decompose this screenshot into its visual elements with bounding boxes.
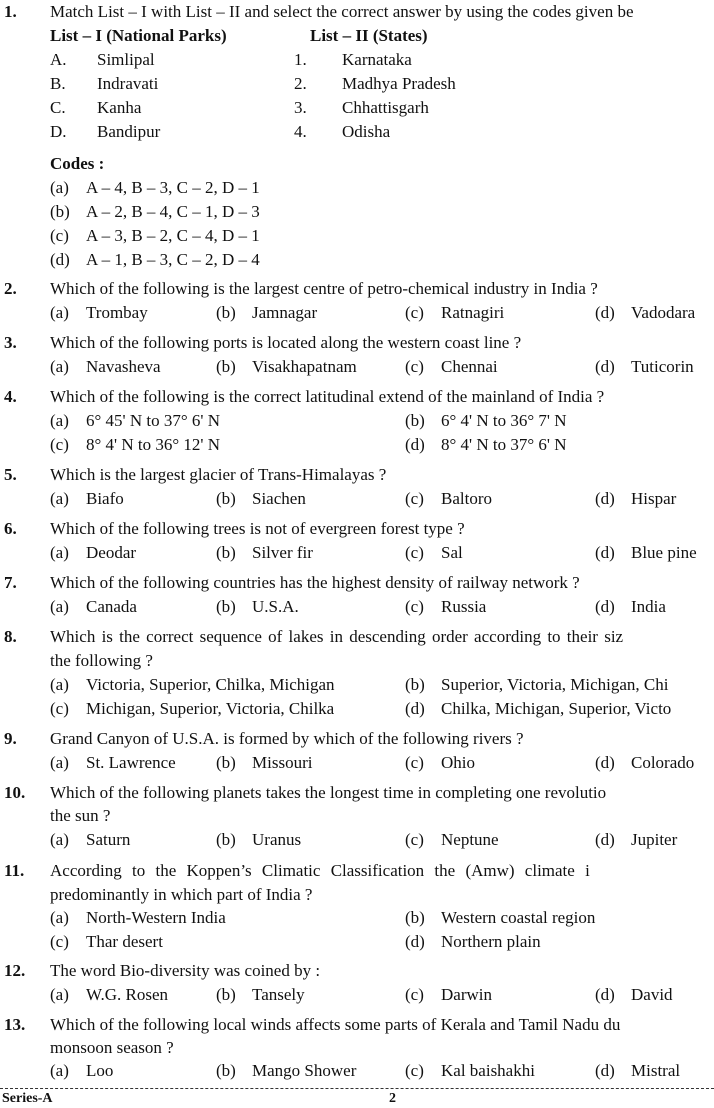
option-d[interactable] — [405, 699, 671, 719]
option-c[interactable] — [50, 699, 334, 719]
option-label: (c) — [50, 435, 69, 454]
option-c[interactable] — [405, 1061, 535, 1081]
option-a[interactable] — [50, 908, 226, 928]
option-text: Silver fir — [252, 543, 313, 562]
question-number: 7. — [4, 573, 17, 592]
option-text: Western coastal region — [441, 908, 596, 927]
question-number: 12. — [4, 961, 26, 980]
option-d[interactable] — [405, 435, 567, 455]
option-text: Blue pine — [631, 543, 697, 562]
question-text: Which is the largest glacier of Trans-Himalayas ? — [50, 465, 387, 484]
option-label: (c) — [50, 226, 69, 245]
option-d[interactable] — [405, 932, 541, 952]
list-2-key: 3. — [294, 98, 307, 117]
option-text: Mango Shower — [252, 1061, 357, 1080]
option-text: Navasheva — [86, 357, 161, 376]
option-a[interactable] — [50, 489, 124, 509]
option-d[interactable] — [595, 753, 694, 773]
option-c[interactable] — [405, 597, 486, 617]
option-d[interactable] — [595, 357, 694, 377]
option-text: U.S.A. — [252, 597, 299, 616]
question-text-continued: the following ? — [50, 651, 153, 670]
option-c[interactable] — [405, 357, 498, 377]
option-label: (d) — [595, 830, 615, 849]
option-label: (b) — [216, 489, 236, 508]
option-text: A – 3, B – 2, C – 4, D – 1 — [86, 226, 260, 245]
option-text: 8° 4' N to 37° 6' N — [441, 435, 567, 454]
option-label: (b) — [216, 1061, 236, 1080]
option-d[interactable] — [595, 543, 697, 563]
option-text: Trombay — [86, 303, 148, 322]
option-text: Vadodara — [631, 303, 696, 322]
option-text: Ratnagiri — [441, 303, 505, 322]
option-label: (c) — [50, 932, 69, 951]
option-a[interactable] — [50, 985, 168, 1005]
option-a[interactable] — [50, 753, 176, 773]
option-text: Hispar — [631, 489, 677, 508]
option-c[interactable] — [405, 303, 504, 323]
option-d[interactable] — [595, 985, 673, 1005]
question-text: Which is the correct sequence of lakes in descending order according to their siz — [50, 627, 624, 646]
option-label: (c) — [405, 985, 424, 1004]
option-text: India — [631, 597, 666, 616]
list-1-key: A. — [50, 50, 67, 69]
option-label: (b) — [216, 357, 236, 376]
question-number: 6. — [4, 519, 17, 538]
option-text: Visakhapatnam — [252, 357, 357, 376]
option-c[interactable] — [405, 489, 492, 509]
option-label: (d) — [595, 489, 615, 508]
option-label: (b) — [216, 830, 236, 849]
question-text-continued: monsoon season ? — [50, 1038, 174, 1057]
option-label: (a) — [50, 985, 69, 1004]
option-a[interactable] — [50, 675, 335, 695]
option-text: Deodar — [86, 543, 137, 562]
option-text: North-Western India — [86, 908, 226, 927]
option-label: (d) — [595, 985, 615, 1004]
question-number: 5. — [4, 465, 17, 484]
option-label: (a) — [50, 489, 69, 508]
option-label: (b) — [216, 543, 236, 562]
option-c[interactable] — [405, 830, 499, 850]
option-b[interactable] — [216, 1061, 356, 1081]
option-a[interactable] — [50, 357, 161, 377]
option-label: (d) — [405, 699, 425, 718]
option-label: (d) — [595, 357, 615, 376]
option-b[interactable] — [216, 303, 317, 323]
option-label: (c) — [50, 699, 69, 718]
option-text: Ohio — [441, 753, 475, 772]
option-label: (a) — [50, 178, 69, 197]
list-1-key: B. — [50, 74, 66, 93]
list-2-item: Madhya Pradesh — [342, 74, 456, 93]
option-a[interactable] — [50, 1061, 113, 1081]
option-text: Tansely — [252, 985, 305, 1004]
option-label: (a) — [50, 357, 69, 376]
footer-divider — [0, 1088, 714, 1089]
option-text: Northern plain — [441, 932, 541, 951]
option-label: (a) — [50, 830, 69, 849]
option-text: Thar desert — [86, 932, 163, 951]
question-text: Grand Canyon of U.S.A. is formed by which of the following rivers ? — [50, 729, 524, 748]
option-label: (a) — [50, 303, 69, 322]
question-text: Which of the following countries has the highest density of railway network ? — [50, 573, 580, 592]
option-text: Superior, Victoria, Michigan, Chi — [441, 675, 669, 694]
question-text: Match List – I with List – II and select the correct answer by using the codes given be — [50, 2, 634, 21]
option-text: Neptune — [441, 830, 499, 849]
option-label: (c) — [405, 597, 424, 616]
codes-label: Codes : — [50, 154, 105, 173]
option-text: Missouri — [252, 753, 313, 772]
list-2-item: Karnataka — [342, 50, 412, 69]
option-text: Colorado — [631, 753, 695, 772]
option-text: Mistral — [631, 1061, 681, 1080]
option-text: Darwin — [441, 985, 492, 1004]
option-text: Loo — [86, 1061, 114, 1080]
option-c[interactable] — [50, 435, 220, 455]
option-a[interactable] — [50, 597, 137, 617]
option-c[interactable] — [405, 985, 492, 1005]
option-b[interactable] — [216, 597, 299, 617]
option-label: (d) — [595, 753, 615, 772]
option-text: David — [631, 985, 673, 1004]
option-d[interactable] — [595, 1061, 680, 1081]
question-text: Which of the following trees is not of evergreen forest type ? — [50, 519, 465, 538]
question-text: Which of the following local winds affects some parts of Kerala and Tamil Nadu du — [50, 1015, 621, 1034]
question-text: Which of the following is the correct latitudinal extend of the mainland of India ? — [50, 387, 605, 406]
list-2-item: Odisha — [342, 122, 391, 141]
option-text: A – 4, B – 3, C – 2, D – 1 — [86, 178, 260, 197]
option-label: (b) — [405, 908, 425, 927]
option-label: (d) — [595, 597, 615, 616]
option-label: (c) — [405, 489, 424, 508]
option-text: 6° 4' N to 36° 7' N — [441, 411, 567, 430]
list-1-item: Simlipal — [97, 50, 155, 69]
option-text: Saturn — [86, 830, 131, 849]
option-label: (c) — [405, 303, 424, 322]
option-b[interactable] — [216, 753, 312, 773]
page-number: 2 — [389, 1091, 396, 1106]
question-number: 13. — [4, 1015, 26, 1034]
option-label: (b) — [216, 303, 236, 322]
option-label: (a) — [50, 543, 69, 562]
option-text: A – 1, B – 3, C – 2, D – 4 — [86, 250, 260, 269]
option-text: Michigan, Superior, Victoria, Chilka — [86, 699, 335, 718]
list-2-key: 2. — [294, 74, 307, 93]
list-2-key: 4. — [294, 122, 307, 141]
list-1-key: C. — [50, 98, 66, 117]
list-1-item: Kanha — [97, 98, 142, 117]
option-text: Siachen — [252, 489, 306, 508]
option-b[interactable] — [405, 908, 595, 928]
option-label: (a) — [50, 908, 69, 927]
option-label: (a) — [50, 753, 69, 772]
option-label: (d) — [595, 303, 615, 322]
option-b[interactable] — [216, 357, 357, 377]
option-label: (b) — [216, 753, 236, 772]
option-label: (d) — [595, 543, 615, 562]
option-b[interactable] — [405, 675, 668, 695]
option-label: (d) — [50, 250, 70, 269]
option-b[interactable] — [216, 543, 313, 563]
option-text: Uranus — [252, 830, 302, 849]
option-c[interactable] — [50, 932, 163, 952]
option-label: (b) — [405, 675, 425, 694]
question-number: 4. — [4, 387, 17, 406]
option-label: (c) — [405, 1061, 424, 1080]
list-2-heading: List – II (States) — [310, 26, 428, 45]
option-label: (c) — [405, 830, 424, 849]
question-number: 3. — [4, 333, 17, 352]
question-number: 10. — [4, 783, 26, 802]
question-text-continued: the sun ? — [50, 806, 111, 825]
list-1-key: D. — [50, 122, 67, 141]
option-a[interactable] — [50, 830, 130, 850]
list-2-item: Chhattisgarh — [342, 98, 429, 117]
option-text: Baltoro — [441, 489, 492, 508]
option-text: St. Lawrence — [86, 753, 176, 772]
option-label: (b) — [405, 411, 425, 430]
option-b[interactable] — [405, 411, 567, 431]
option-label: (d) — [405, 932, 425, 951]
option-text: Kal baishakhi — [441, 1061, 535, 1080]
question-text: According to the Koppen’s Climatic Classification the (Amw) climate i — [50, 861, 590, 880]
option-text: Chilka, Michigan, Superior, Victo — [441, 699, 672, 718]
list-1-item: Indravati — [97, 74, 159, 93]
option-a[interactable] — [50, 303, 148, 323]
question-number: 8. — [4, 627, 17, 646]
option-d[interactable] — [595, 489, 676, 509]
option-text: 6° 45' N to 37° 6' N — [86, 411, 220, 430]
list-1-item: Bandipur — [97, 122, 161, 141]
option-text: Sal — [441, 543, 463, 562]
option-label: (d) — [595, 1061, 615, 1080]
option-label: (a) — [50, 597, 69, 616]
question-text: The word Bio-diversity was coined by : — [50, 961, 321, 980]
option-text: Chennai — [441, 357, 498, 376]
question-text: Which of the following is the largest centre of petro-chemical industry in India ? — [50, 279, 598, 298]
option-a[interactable] — [50, 543, 136, 563]
option-d[interactable] — [595, 597, 666, 617]
question-text: Which of the following ports is located along the western coast line ? — [50, 333, 522, 352]
series-label: Series-A — [2, 1091, 53, 1106]
option-label: (a) — [50, 675, 69, 694]
list-1-heading: List – I (National Parks) — [50, 26, 227, 45]
option-label: (a) — [50, 411, 69, 430]
option-label: (c) — [405, 543, 424, 562]
option-a[interactable] — [50, 411, 220, 431]
question-number: 1. — [4, 2, 17, 21]
option-label: (b) — [216, 985, 236, 1004]
option-text: Jupiter — [631, 830, 678, 849]
option-b[interactable] — [216, 985, 305, 1005]
option-label: (b) — [216, 597, 236, 616]
option-text: W.G. Rosen — [86, 985, 169, 1004]
option-label: (a) — [50, 1061, 69, 1080]
option-label: (c) — [405, 753, 424, 772]
option-c[interactable] — [405, 753, 475, 773]
option-text: Biafo — [86, 489, 124, 508]
option-text: A – 2, B – 4, C – 1, D – 3 — [86, 202, 260, 221]
option-b[interactable] — [216, 830, 301, 850]
question-number: 11. — [4, 861, 25, 880]
question-text: Which of the following planets takes the longest time in completing one revolutio — [50, 783, 607, 802]
option-text: Russia — [441, 597, 487, 616]
list-2-key: 1. — [294, 50, 307, 69]
option-text: 8° 4' N to 36° 12' N — [86, 435, 220, 454]
option-c[interactable] — [405, 543, 463, 563]
option-label: (b) — [50, 202, 70, 221]
question-number: 9. — [4, 729, 17, 748]
option-d[interactable] — [595, 830, 677, 850]
question-number: 2. — [4, 279, 17, 298]
option-label: (d) — [405, 435, 425, 454]
option-text: Tuticorin — [631, 357, 694, 376]
option-text: Victoria, Superior, Chilka, Michigan — [86, 675, 335, 694]
option-b[interactable] — [216, 489, 306, 509]
option-text: Jamnagar — [252, 303, 318, 322]
question-text-continued: predominantly in which part of India ? — [50, 885, 313, 904]
option-label: (c) — [405, 357, 424, 376]
option-d[interactable] — [595, 303, 695, 323]
option-text: Canada — [86, 597, 137, 616]
